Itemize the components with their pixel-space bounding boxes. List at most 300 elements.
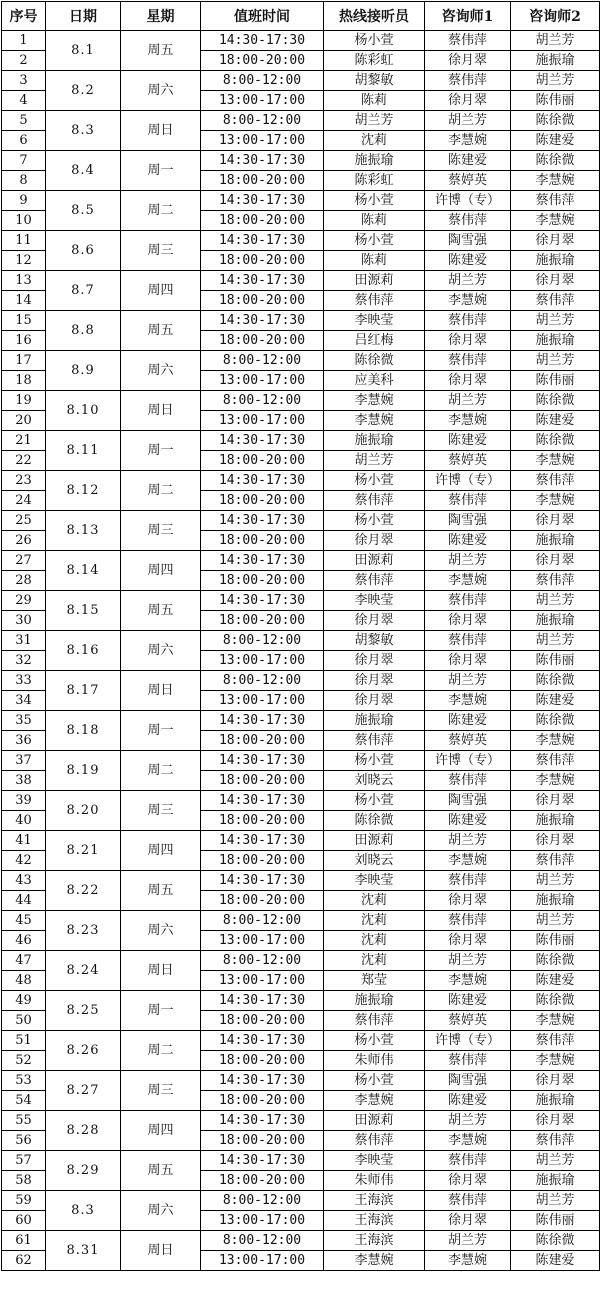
row-hotline-operator: 陈彩虹 [324, 171, 425, 191]
table-row [2, 31, 600, 51]
row-duty-time: 13:00-17:00 [201, 1211, 324, 1231]
row-counselor-1: 蔡伟萍 [425, 211, 511, 231]
row-date: 8.1 [46, 31, 121, 71]
row-duty-time: 13:00-17:00 [201, 691, 324, 711]
row-counselor-2: 陈徐微 [511, 111, 600, 131]
row-counselor-2: 胡兰芳 [511, 911, 600, 931]
header-hotline-operator: 热线接听员 [324, 2, 425, 31]
row-hotline-operator: 吕红梅 [324, 331, 425, 351]
row-seq: 16 [2, 331, 46, 351]
row-date: 8.23 [46, 911, 121, 951]
row-duty-time: 14:30-17:30 [201, 471, 324, 491]
row-duty-time: 8:00-12:00 [201, 1191, 324, 1211]
row-duty-time: 13:00-17:00 [201, 651, 324, 671]
row-duty-time: 14:30-17:30 [201, 551, 324, 571]
row-counselor-1: 徐月翠 [425, 1211, 511, 1231]
row-seq: 52 [2, 1051, 46, 1071]
row-counselor-1: 胡兰芳 [425, 551, 511, 571]
row-counselor-1: 蔡婷英 [425, 731, 511, 751]
table-row [2, 271, 600, 291]
row-duty-time: 8:00-12:00 [201, 351, 324, 371]
row-counselor-2: 徐月翠 [511, 231, 600, 251]
row-seq: 59 [2, 1191, 46, 1211]
row-hotline-operator: 杨小萱 [324, 471, 425, 491]
table-row [2, 711, 600, 731]
row-seq: 31 [2, 631, 46, 651]
row-hotline-operator: 徐月翠 [324, 531, 425, 551]
row-counselor-1: 蔡伟萍 [425, 591, 511, 611]
row-seq: 51 [2, 1031, 46, 1051]
row-hotline-operator: 徐月翠 [324, 671, 425, 691]
row-duty-time: 8:00-12:00 [201, 391, 324, 411]
row-hotline-operator: 李映莹 [324, 871, 425, 891]
row-duty-time: 14:30-17:30 [201, 231, 324, 251]
row-weekday: 周日 [121, 111, 201, 151]
row-seq: 21 [2, 431, 46, 451]
row-seq: 41 [2, 831, 46, 851]
row-date: 8.26 [46, 1031, 121, 1071]
row-hotline-operator: 施振瑜 [324, 151, 425, 171]
row-duty-time: 18:00-20:00 [201, 771, 324, 791]
row-seq: 27 [2, 551, 46, 571]
row-weekday: 周六 [121, 911, 201, 951]
row-hotline-operator: 蔡伟萍 [324, 731, 425, 751]
row-duty-time: 14:30-17:30 [201, 751, 324, 771]
row-counselor-1: 徐月翠 [425, 891, 511, 911]
row-hotline-operator: 郑莹 [324, 971, 425, 991]
row-counselor-1: 徐月翠 [425, 371, 511, 391]
row-seq: 14 [2, 291, 46, 311]
row-duty-time: 8:00-12:00 [201, 671, 324, 691]
header-seq: 序号 [2, 2, 46, 31]
row-hotline-operator: 杨小萱 [324, 1031, 425, 1051]
row-counselor-1: 胡兰芳 [425, 951, 511, 971]
row-counselor-2: 李慧婉 [511, 1051, 600, 1071]
row-date: 8.5 [46, 191, 121, 231]
row-hotline-operator: 沈莉 [324, 931, 425, 951]
row-counselor-1: 李慧婉 [425, 571, 511, 591]
row-counselor-1: 陈建爱 [425, 991, 511, 1011]
row-counselor-2: 胡兰芳 [511, 1191, 600, 1211]
row-hotline-operator: 李映莹 [324, 311, 425, 331]
row-weekday: 周五 [121, 311, 201, 351]
row-weekday: 周六 [121, 71, 201, 111]
row-duty-time: 14:30-17:30 [201, 991, 324, 1011]
table-row [2, 1071, 600, 1091]
row-counselor-2: 蔡伟萍 [511, 571, 600, 591]
row-weekday: 周六 [121, 351, 201, 391]
row-duty-time: 18:00-20:00 [201, 851, 324, 871]
row-duty-time: 14:30-17:30 [201, 431, 324, 451]
row-counselor-2: 胡兰芳 [511, 591, 600, 611]
row-counselor-1: 蔡伟萍 [425, 491, 511, 511]
row-counselor-1: 陈建爱 [425, 431, 511, 451]
row-seq: 17 [2, 351, 46, 371]
row-date: 8.3 [46, 111, 121, 151]
row-weekday: 周三 [121, 511, 201, 551]
row-duty-time: 13:00-17:00 [201, 371, 324, 391]
row-counselor-1: 胡兰芳 [425, 1111, 511, 1131]
row-duty-time: 18:00-20:00 [201, 251, 324, 271]
row-weekday: 周二 [121, 751, 201, 791]
row-hotline-operator: 施振瑜 [324, 991, 425, 1011]
row-hotline-operator: 王海滨 [324, 1211, 425, 1231]
row-hotline-operator: 杨小萱 [324, 1071, 425, 1091]
row-counselor-1: 许博（专） [425, 191, 511, 211]
row-counselor-2: 陈徐微 [511, 391, 600, 411]
row-hotline-operator: 陈莉 [324, 211, 425, 231]
row-duty-time: 8:00-12:00 [201, 631, 324, 651]
row-seq: 37 [2, 751, 46, 771]
row-counselor-1: 陈建爱 [425, 711, 511, 731]
row-hotline-operator: 李慧婉 [324, 391, 425, 411]
row-hotline-operator: 胡黎敏 [324, 631, 425, 651]
row-duty-time: 14:30-17:30 [201, 151, 324, 171]
row-counselor-2: 徐月翠 [511, 551, 600, 571]
row-hotline-operator: 杨小萱 [324, 191, 425, 211]
row-hotline-operator: 陈徐微 [324, 351, 425, 371]
row-seq: 5 [2, 111, 46, 131]
row-date: 8.24 [46, 951, 121, 991]
row-seq: 3 [2, 71, 46, 91]
row-counselor-2: 徐月翠 [511, 791, 600, 811]
row-counselor-2: 胡兰芳 [511, 311, 600, 331]
row-seq: 12 [2, 251, 46, 271]
row-counselor-2: 胡兰芳 [511, 631, 600, 651]
row-counselor-1: 蔡婷英 [425, 171, 511, 191]
row-seq: 45 [2, 911, 46, 931]
row-counselor-1: 陈建爱 [425, 811, 511, 831]
table-row [2, 911, 600, 931]
table-row [2, 471, 600, 491]
row-seq: 44 [2, 891, 46, 911]
row-seq: 54 [2, 1091, 46, 1111]
row-duty-time: 18:00-20:00 [201, 571, 324, 591]
row-hotline-operator: 蔡伟萍 [324, 291, 425, 311]
row-hotline-operator: 胡黎敏 [324, 71, 425, 91]
row-counselor-2: 施振瑜 [511, 251, 600, 271]
row-seq: 58 [2, 1171, 46, 1191]
table-row [2, 1231, 600, 1251]
row-date: 8.15 [46, 591, 121, 631]
table-row [2, 231, 600, 251]
row-counselor-1: 蔡伟萍 [425, 911, 511, 931]
row-date: 8.9 [46, 351, 121, 391]
row-weekday: 周日 [121, 391, 201, 431]
table-row [2, 791, 600, 811]
row-counselor-2: 徐月翠 [511, 831, 600, 851]
row-date: 8.8 [46, 311, 121, 351]
row-counselor-1: 李慧婉 [425, 131, 511, 151]
row-seq: 57 [2, 1151, 46, 1171]
table-row [2, 551, 600, 571]
row-weekday: 周三 [121, 791, 201, 831]
row-counselor-1: 蔡伟萍 [425, 311, 511, 331]
row-counselor-1: 许博（专） [425, 1031, 511, 1051]
row-date: 8.4 [46, 151, 121, 191]
row-counselor-1: 胡兰芳 [425, 831, 511, 851]
row-duty-time: 14:30-17:30 [201, 871, 324, 891]
row-duty-time: 18:00-20:00 [201, 451, 324, 471]
row-seq: 25 [2, 511, 46, 531]
header-row [2, 2, 600, 31]
row-hotline-operator: 胡兰芳 [324, 111, 425, 131]
row-counselor-1: 李慧婉 [425, 1251, 511, 1271]
row-seq: 2 [2, 51, 46, 71]
row-duty-time: 8:00-12:00 [201, 71, 324, 91]
row-hotline-operator: 徐月翠 [324, 651, 425, 671]
header-weekday: 星期 [121, 2, 201, 31]
table-row [2, 311, 600, 331]
row-counselor-2: 陈徐微 [511, 1231, 600, 1251]
row-duty-time: 18:00-20:00 [201, 51, 324, 71]
row-hotline-operator: 蔡伟萍 [324, 1011, 425, 1031]
row-weekday: 周日 [121, 951, 201, 991]
table-row [2, 991, 600, 1011]
table-row [2, 671, 600, 691]
header-counselor-2: 咨询师2 [511, 2, 600, 31]
row-seq: 50 [2, 1011, 46, 1031]
table-row [2, 351, 600, 371]
row-seq: 9 [2, 191, 46, 211]
row-counselor-1: 陶雪强 [425, 231, 511, 251]
row-hotline-operator: 应美科 [324, 371, 425, 391]
row-weekday: 周五 [121, 31, 201, 71]
row-counselor-2: 蔡伟萍 [511, 291, 600, 311]
row-counselor-1: 徐月翠 [425, 91, 511, 111]
row-counselor-2: 蔡伟萍 [511, 191, 600, 211]
row-seq: 8 [2, 171, 46, 191]
row-date: 8.27 [46, 1071, 121, 1111]
row-duty-time: 14:30-17:30 [201, 31, 324, 51]
table-row [2, 71, 600, 91]
row-counselor-2: 蔡伟萍 [511, 471, 600, 491]
table-row [2, 1031, 600, 1051]
row-counselor-1: 陈建爱 [425, 151, 511, 171]
row-counselor-2: 陈伟丽 [511, 651, 600, 671]
row-counselor-1: 蔡伟萍 [425, 631, 511, 651]
row-counselor-1: 许博（专） [425, 471, 511, 491]
row-hotline-operator: 田源莉 [324, 271, 425, 291]
row-weekday: 周六 [121, 1191, 201, 1231]
row-date: 8.11 [46, 431, 121, 471]
row-duty-time: 18:00-20:00 [201, 1091, 324, 1111]
table-row [2, 431, 600, 451]
table-row [2, 871, 600, 891]
row-duty-time: 14:30-17:30 [201, 1031, 324, 1051]
row-hotline-operator: 沈莉 [324, 131, 425, 151]
row-counselor-1: 蔡伟萍 [425, 871, 511, 891]
table-row [2, 951, 600, 971]
row-counselor-2: 施振瑜 [511, 331, 600, 351]
row-hotline-operator: 李慧婉 [324, 1091, 425, 1111]
row-seq: 18 [2, 371, 46, 391]
row-hotline-operator: 施振瑜 [324, 431, 425, 451]
row-hotline-operator: 王海滨 [324, 1231, 425, 1251]
row-seq: 23 [2, 471, 46, 491]
row-counselor-1: 蔡伟萍 [425, 1051, 511, 1071]
row-hotline-operator: 李慧婉 [324, 1251, 425, 1271]
row-duty-time: 14:30-17:30 [201, 591, 324, 611]
row-counselor-2: 胡兰芳 [511, 871, 600, 891]
row-seq: 62 [2, 1251, 46, 1271]
row-duty-time: 8:00-12:00 [201, 1231, 324, 1251]
table-row [2, 591, 600, 611]
row-date: 8.21 [46, 831, 121, 871]
row-date: 8.25 [46, 991, 121, 1031]
row-weekday: 周日 [121, 1231, 201, 1271]
table-row [2, 511, 600, 531]
row-duty-time: 18:00-20:00 [201, 171, 324, 191]
table-row [2, 191, 600, 211]
table-row [2, 111, 600, 131]
row-counselor-1: 李慧婉 [425, 411, 511, 431]
row-counselor-2: 蔡伟萍 [511, 1031, 600, 1051]
row-date: 8.14 [46, 551, 121, 591]
row-duty-time: 14:30-17:30 [201, 711, 324, 731]
row-hotline-operator: 蔡伟萍 [324, 1131, 425, 1151]
row-seq: 40 [2, 811, 46, 831]
row-date: 8.3 [46, 1191, 121, 1231]
row-weekday: 周一 [121, 711, 201, 751]
table-row [2, 631, 600, 651]
row-counselor-2: 李慧婉 [511, 771, 600, 791]
row-date: 8.7 [46, 271, 121, 311]
row-seq: 33 [2, 671, 46, 691]
row-counselor-1: 蔡婷英 [425, 451, 511, 471]
row-duty-time: 18:00-20:00 [201, 811, 324, 831]
row-date: 8.2 [46, 71, 121, 111]
row-counselor-2: 陈徐微 [511, 711, 600, 731]
row-duty-time: 14:30-17:30 [201, 1151, 324, 1171]
row-weekday: 周五 [121, 871, 201, 911]
row-weekday: 周二 [121, 1031, 201, 1071]
row-counselor-2: 陈伟丽 [511, 1211, 600, 1231]
row-counselor-1: 李慧婉 [425, 971, 511, 991]
row-duty-time: 18:00-20:00 [201, 531, 324, 551]
row-duty-time: 14:30-17:30 [201, 831, 324, 851]
row-counselor-1: 胡兰芳 [425, 391, 511, 411]
row-counselor-1: 陈建爱 [425, 531, 511, 551]
row-duty-time: 13:00-17:00 [201, 411, 324, 431]
row-duty-time: 8:00-12:00 [201, 951, 324, 971]
row-hotline-operator: 杨小萱 [324, 231, 425, 251]
row-hotline-operator: 陈徐微 [324, 811, 425, 831]
row-duty-time: 14:30-17:30 [201, 191, 324, 211]
row-counselor-2: 徐月翠 [511, 511, 600, 531]
table-row [2, 391, 600, 411]
row-counselor-2: 徐月翠 [511, 271, 600, 291]
row-counselor-2: 陈建爱 [511, 691, 600, 711]
row-weekday: 周日 [121, 671, 201, 711]
row-counselor-2: 陈建爱 [511, 971, 600, 991]
row-counselor-1: 胡兰芳 [425, 271, 511, 291]
table-row [2, 1111, 600, 1131]
row-seq: 56 [2, 1131, 46, 1151]
row-duty-time: 14:30-17:30 [201, 511, 324, 531]
row-counselor-2: 胡兰芳 [511, 351, 600, 371]
row-seq: 15 [2, 311, 46, 331]
row-counselor-2: 胡兰芳 [511, 31, 600, 51]
row-date: 8.10 [46, 391, 121, 431]
row-date: 8.12 [46, 471, 121, 511]
table-row [2, 151, 600, 171]
row-duty-time: 18:00-20:00 [201, 491, 324, 511]
row-counselor-2: 陈徐微 [511, 991, 600, 1011]
row-seq: 46 [2, 931, 46, 951]
row-hotline-operator: 陈莉 [324, 251, 425, 271]
row-counselor-2: 胡兰芳 [511, 71, 600, 91]
row-counselor-2: 李慧婉 [511, 211, 600, 231]
row-duty-time: 18:00-20:00 [201, 1171, 324, 1191]
row-hotline-operator: 沈莉 [324, 911, 425, 931]
row-duty-time: 18:00-20:00 [201, 211, 324, 231]
row-duty-time: 14:30-17:30 [201, 271, 324, 291]
row-counselor-2: 陈建爱 [511, 411, 600, 431]
row-counselor-2: 陈徐微 [511, 151, 600, 171]
row-counselor-1: 徐月翠 [425, 611, 511, 631]
row-seq: 10 [2, 211, 46, 231]
row-seq: 20 [2, 411, 46, 431]
row-counselor-2: 陈伟丽 [511, 371, 600, 391]
row-hotline-operator: 朱师伟 [324, 1051, 425, 1071]
row-seq: 1 [2, 31, 46, 51]
row-seq: 11 [2, 231, 46, 251]
row-counselor-2: 蔡伟萍 [511, 851, 600, 871]
row-counselor-2: 陈徐微 [511, 431, 600, 451]
row-seq: 7 [2, 151, 46, 171]
row-counselor-1: 陈建爱 [425, 1091, 511, 1111]
row-hotline-operator: 李映莹 [324, 1151, 425, 1171]
header-duty-time: 值班时间 [201, 2, 324, 31]
row-seq: 36 [2, 731, 46, 751]
row-counselor-1: 徐月翠 [425, 51, 511, 71]
row-duty-time: 14:30-17:30 [201, 311, 324, 331]
row-counselor-2: 李慧婉 [511, 491, 600, 511]
row-weekday: 周五 [121, 1151, 201, 1191]
row-counselor-1: 李慧婉 [425, 291, 511, 311]
row-counselor-2: 李慧婉 [511, 171, 600, 191]
row-date: 8.29 [46, 1151, 121, 1191]
row-hotline-operator: 田源莉 [324, 1111, 425, 1131]
row-counselor-2: 陈徐微 [511, 671, 600, 691]
row-seq: 53 [2, 1071, 46, 1091]
row-hotline-operator: 徐月翠 [324, 611, 425, 631]
row-duty-time: 13:00-17:00 [201, 931, 324, 951]
row-hotline-operator: 刘晓云 [324, 851, 425, 871]
row-counselor-2: 蔡伟萍 [511, 1131, 600, 1151]
row-duty-time: 13:00-17:00 [201, 131, 324, 151]
row-duty-time: 18:00-20:00 [201, 1011, 324, 1031]
row-hotline-operator: 胡兰芳 [324, 451, 425, 471]
row-weekday: 周二 [121, 471, 201, 511]
row-seq: 42 [2, 851, 46, 871]
table-row [2, 1191, 600, 1211]
row-counselor-1: 陶雪强 [425, 511, 511, 531]
row-seq: 26 [2, 531, 46, 551]
row-counselor-2: 胡兰芳 [511, 1151, 600, 1171]
row-weekday: 周三 [121, 1071, 201, 1111]
row-counselor-2: 陈伟丽 [511, 91, 600, 111]
row-duty-time: 18:00-20:00 [201, 611, 324, 631]
row-counselor-2: 李慧婉 [511, 731, 600, 751]
row-counselor-1: 李慧婉 [425, 851, 511, 871]
row-counselor-1: 胡兰芳 [425, 671, 511, 691]
duty-schedule-table [1, 1, 600, 1271]
row-hotline-operator: 田源莉 [324, 551, 425, 571]
row-counselor-1: 陶雪强 [425, 1071, 511, 1091]
row-duty-time: 8:00-12:00 [201, 911, 324, 931]
